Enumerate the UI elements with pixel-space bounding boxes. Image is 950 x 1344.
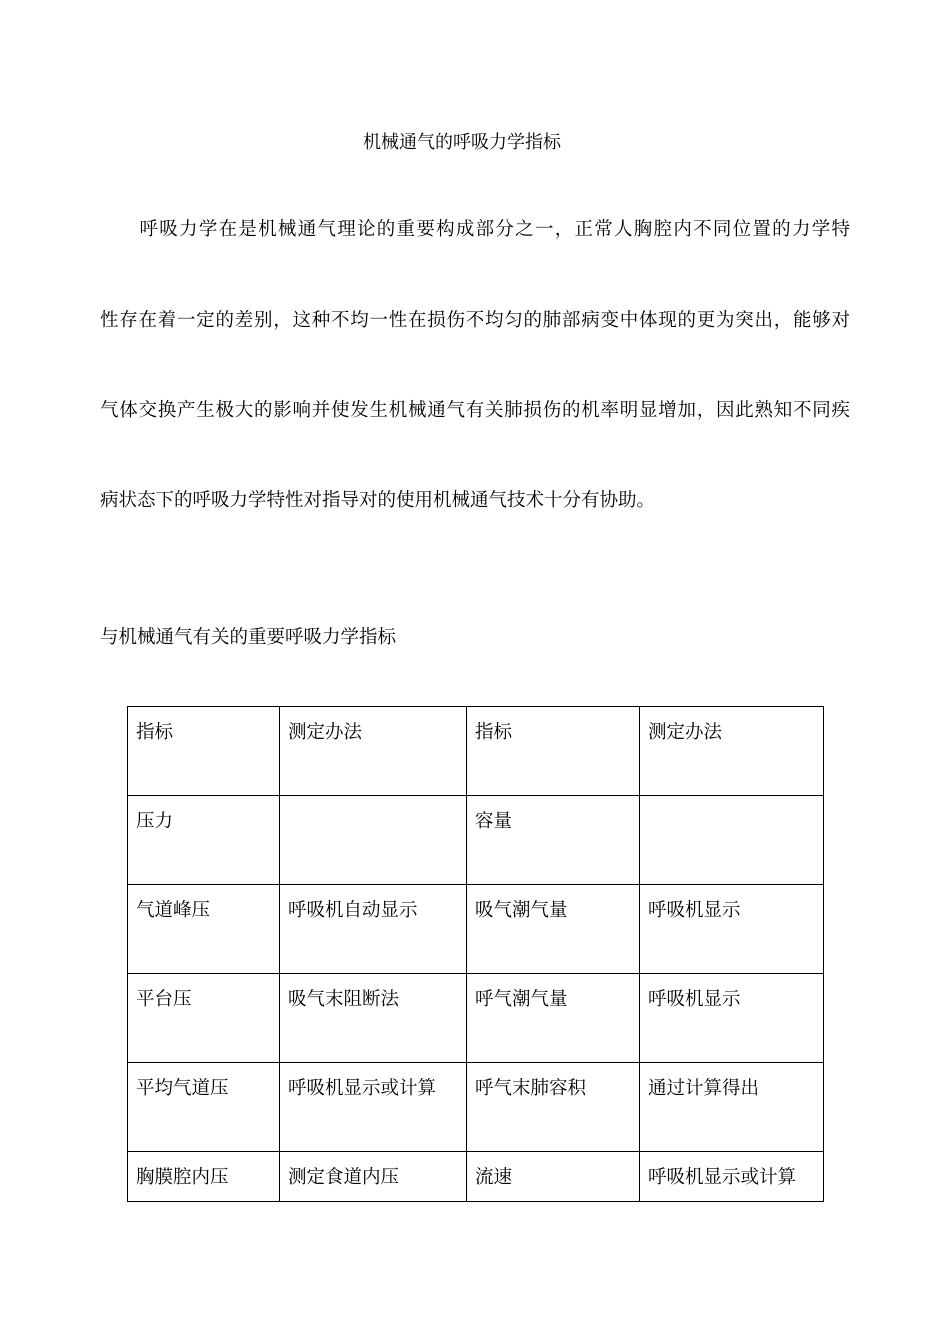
table-cell bbox=[280, 796, 467, 885]
table-cell: 指标 bbox=[128, 707, 280, 796]
table-cell: 流速 bbox=[467, 1152, 640, 1202]
table-cell: 平台压 bbox=[128, 974, 280, 1063]
table-cell: 呼吸机自动显示 bbox=[280, 885, 467, 974]
table-cell: 通过计算得出 bbox=[640, 1063, 824, 1152]
table-cell: 测定食道内压 bbox=[280, 1152, 467, 1202]
paragraph-line: 气体交换产生极大的影响并使发生机械通气有关肺损伤的机率明显增加，因此熟知不同疾 bbox=[100, 400, 850, 421]
table-cell: 气道峰压 bbox=[128, 885, 280, 974]
paragraph-line: 病状态下的呼吸力学特性对指导对的使用机械通气技术十分有协助。 bbox=[100, 490, 656, 511]
paragraph-line: 性存在着一定的差别，这种不均一性在损伤不均匀的肺部病变中体现的更为突出，能够对 bbox=[100, 310, 850, 331]
table-row bbox=[128, 796, 824, 885]
table-row bbox=[128, 974, 824, 1063]
table-row bbox=[128, 1063, 824, 1152]
table-cell: 呼吸机显示或计算 bbox=[280, 1063, 467, 1152]
table-cell: 吸气潮气量 bbox=[467, 885, 640, 974]
table-cell: 呼气末肺容积 bbox=[467, 1063, 640, 1152]
table-cell bbox=[640, 796, 824, 885]
table-cell: 指标 bbox=[467, 707, 640, 796]
table-cell: 呼吸机显示 bbox=[640, 885, 824, 974]
table-cell: 测定办法 bbox=[640, 707, 824, 796]
table-cell: 呼吸机显示或计算 bbox=[640, 1152, 824, 1202]
table-cell: 压力 bbox=[128, 796, 280, 885]
table-cell: 胸膜腔内压 bbox=[128, 1152, 280, 1202]
table-cell: 呼吸机显示 bbox=[640, 974, 824, 1063]
table-cell: 容量 bbox=[467, 796, 640, 885]
paragraph-line: 呼吸力学在是机械通气理论的重要构成部分之一，正常人胸腔内不同位置的力学特 bbox=[100, 219, 850, 240]
section-heading: 与机械通气有关的重要呼吸力学指标 bbox=[100, 627, 397, 648]
table-row bbox=[128, 1152, 824, 1202]
indicators-table bbox=[127, 706, 824, 1202]
table-cell: 呼气潮气量 bbox=[467, 974, 640, 1063]
table-cell: 测定办法 bbox=[280, 707, 467, 796]
document-title: 机械通气的呼吸力学指标 bbox=[363, 132, 561, 153]
table-header-row bbox=[128, 707, 824, 796]
table-cell: 平均气道压 bbox=[128, 1063, 280, 1152]
table-cell: 吸气末阻断法 bbox=[280, 974, 467, 1063]
table-row bbox=[128, 885, 824, 974]
